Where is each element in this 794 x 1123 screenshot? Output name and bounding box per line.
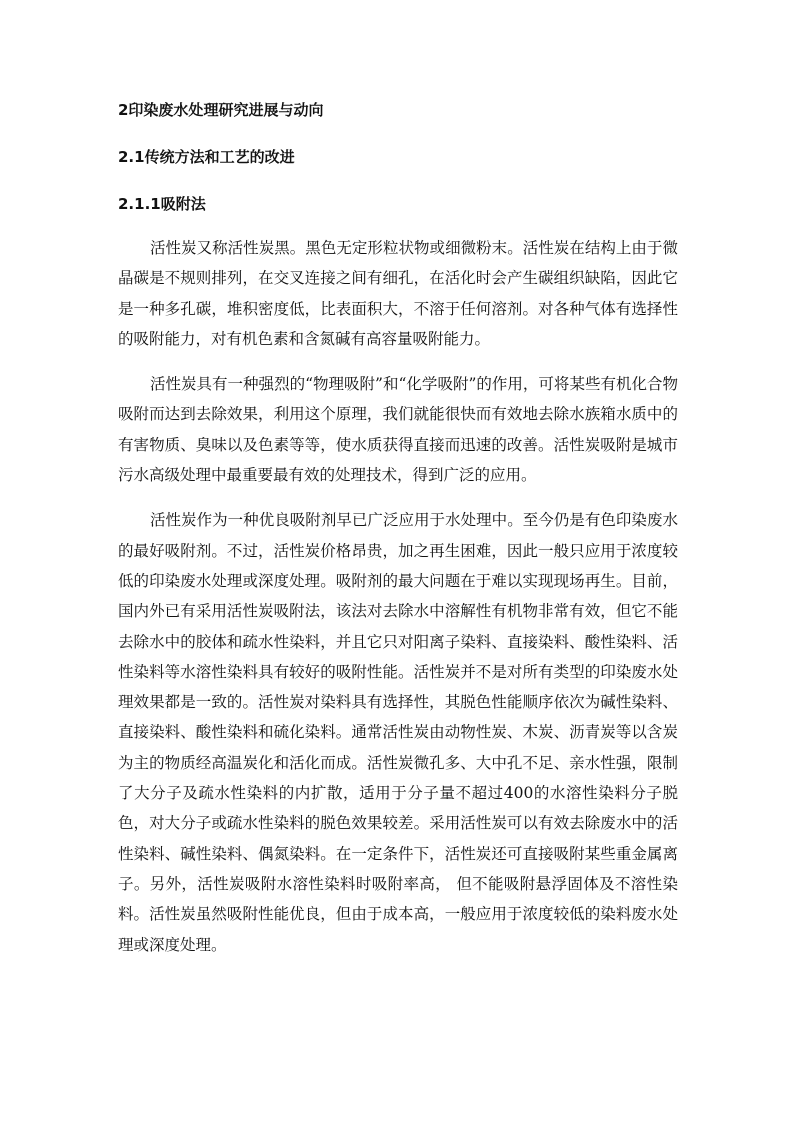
paragraph-adsorption-mechanism: 活性炭具有一种强烈的“物理吸附”和“化学吸附”的作用，可将某些有机化合物吸附而达到去除效果，利用这个原理，我们就能很快而有效地去除水族箱水质中的有害物质、臭味以及色素等等，使水质获得直接而迅速的改善。活性炭吸附是城市污水高级处理中最重要最有效的处理技术，得到广泛的应用。 [118,375,678,485]
subsubsection-heading: 2.1.1吸附法 [118,195,206,213]
document-body [118,96,678,975]
paragraph-adsorption-application: 活性炭作为一种优良吸附剂早已广泛应用于水处理中。至今仍是有色印染废水的最好吸附剂。不过，活性炭价格昂贵，加之再生困难，因此一般只应用于浓度较低的印染废水处理或深度处理。吸附剂的最大问题在于难以实现现场再生。目前，国内外已有采用活性炭吸附法，该法对去除水中溶解性有机物非常有效，但它不能去除水中的胶体和疏水性染料，并且它只对阳离子染料、直接染料、酸性染料、活性染料等水溶性染料具有较好的吸附性能。活性炭并不是对所有类型的印染废水处理效果都是一致的。活性炭对染料具有选择性，其脱色性能顺序依次为碱性染料、直接染料、酸性染料和硫化染料。通常活性炭由动物性炭、木炭、沥青炭等以含炭为主的物质经高温炭化和活化而成。活性炭微孔多、大中孔不足、亲水性强，限制了大分子及疏水性染料的内扩散，适用于分子量不超过400的水溶性染料分子脱色，对大分子或疏水性染料的脱色效果较差。采用活性炭可以有效去除废水中的活性染料、碱性染料、偶氮染料。在一定条件下，活性炭还可直接吸附某些重金属离子。另外，活性炭吸附水溶性染料时吸附率高， 但不能吸附悬浮固体及不溶性染料。活性炭虽然吸附性能优良，但由于成本高，一般应用于浓度较低的染料废水处理或深度处理。 [118,511,678,954]
paragraph-activated-carbon-definition: 活性炭又称活性炭黑。黑色无定形粒状物或细微粉末。活性炭在结构上由于微晶碳是不规则排列，在交叉连接之间有细孔，在活化时会产生碳组织缺陷，因此它是一种多孔碳，堆积密度低，比表面积大，不溶于任何溶剂。对各种气体有选择性的吸附能力，对有机色素和含氮碱有高容量吸附能力。 [118,239,678,348]
section-heading: 2印染废水处理研究进展与动向 [118,101,324,119]
subsection-heading: 2.1传统方法和工艺的改进 [118,148,295,166]
